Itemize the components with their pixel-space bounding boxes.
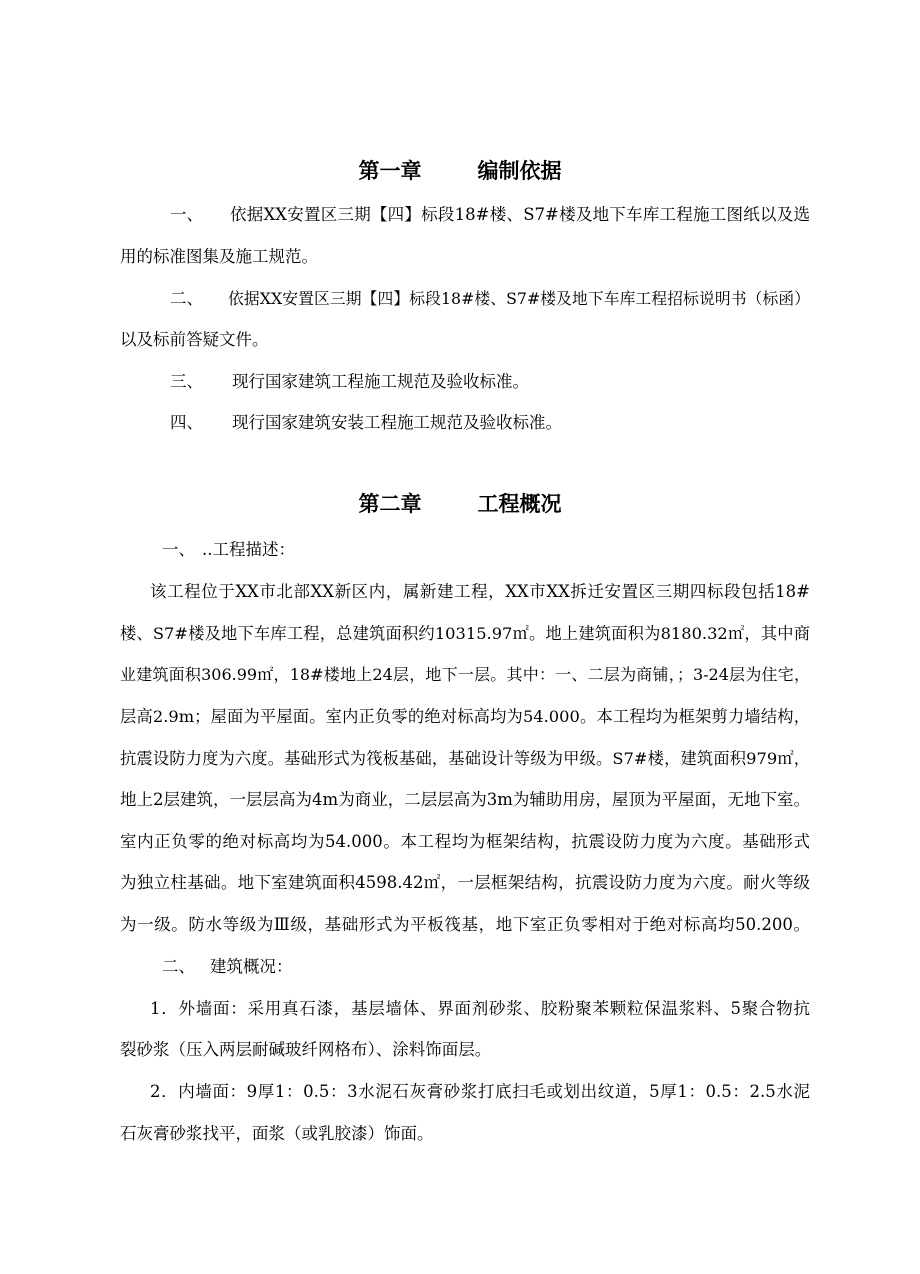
exterior-wall-line-2: 裂砂浆（压入两层耐碱玻纤网格布）、涂料饰面层。 (120, 1040, 492, 1059)
item-4-text: 现行国家建筑安装工程施工规范及验收标准。 (232, 413, 562, 432)
description-line: 为一级。防水等级为Ⅲ级，基础形式为平板筏基，地下室正负零相对于绝对标高均50.200。 (120, 915, 810, 934)
item-1-line-1: 依据XX安置区三期【四】标段18#楼、S7#楼及地下车库工程施工图纸以及选 (230, 205, 810, 224)
description-line: 室内正负零的绝对标高均为54.000。本工程均为框架结构，抗震设防力度为六度。基础形式 (120, 832, 810, 851)
exterior-wall-line-1: 1．外墙面：采用真石漆，基层墙体、界面剂砂浆、胶粉聚苯颗粒保温浆料、5聚合物抗 (150, 999, 810, 1018)
section-2-title: 建筑概况： (210, 957, 293, 976)
item-1-marker: 一、 (170, 205, 203, 224)
item-2-line-2: 以及标前答疑文件。 (120, 330, 269, 349)
description-line: 楼、S7#楼及地下车库工程，总建筑面积约10315.97㎡。地上建筑面积为8180.32㎡，其中商 (120, 624, 810, 643)
chapter-1-heading (0, 157, 920, 185)
chapter-2-number: 第二章 (358, 492, 422, 516)
description-line: 抗震设防力度为六度。基础形式为筏板基础，基础设计等级为甲级。S7#楼，建筑面积979㎡， (120, 749, 810, 768)
section-2-marker: 二、 (162, 957, 195, 976)
chapter-2-title: 工程概况 (477, 492, 562, 516)
item-3-text: 现行国家建筑工程施工规范及验收标准。 (232, 372, 529, 391)
item-1-line-2: 用的标准图集及施工规范。 (120, 247, 318, 266)
chapter-1-number: 第一章 (358, 159, 422, 183)
item-3-marker: 三、 (170, 372, 203, 391)
item-4-marker: 四、 (170, 413, 203, 432)
chapter-1-title: 编制依据 (477, 159, 562, 183)
description-line: 该工程位于XX市北部XX新区内，属新建工程，XX市XX拆迁安置区三期四标段包括18# (150, 582, 810, 601)
interior-wall-line-1: 2．内墙面：9厚1：0.5：3水泥石灰膏砂浆打底扫毛或划出纹道，5厚1：0.5：2.5水泥 (150, 1082, 810, 1101)
item-2-marker: 二、 (170, 289, 203, 308)
section-1-title: ..工程描述： (202, 540, 295, 559)
description-line: 业建筑面积306.99㎡，18#楼地上24层，地下一层。其中：一、二层为商铺，；3-24层为住宅， (120, 665, 810, 684)
interior-wall-line-2: 石灰膏砂浆找平，面浆（或乳胶漆）饰面。 (120, 1124, 434, 1143)
section-1-marker: 一、 (162, 540, 195, 559)
chapter-2-heading (0, 490, 920, 518)
description-line: 地上2层建筑，一层层高为4m为商业，二层层高为3m为辅助用房，屋顶为平屋面，无地下室。 (120, 790, 810, 809)
description-line: 为独立柱基础。地下室建筑面积4598.42㎡，一层框架结构，抗震设防力度为六度。耐火等级 (120, 873, 810, 892)
item-2-line-1: 依据XX安置区三期【四】标段18#楼、S7#楼及地下车库工程招标说明书（标函） (228, 289, 810, 308)
description-line: 层高2.9m；屋面为平屋面。室内正负零的绝对标高均为54.000。本工程均为框架剪力墙结构， (120, 707, 810, 726)
